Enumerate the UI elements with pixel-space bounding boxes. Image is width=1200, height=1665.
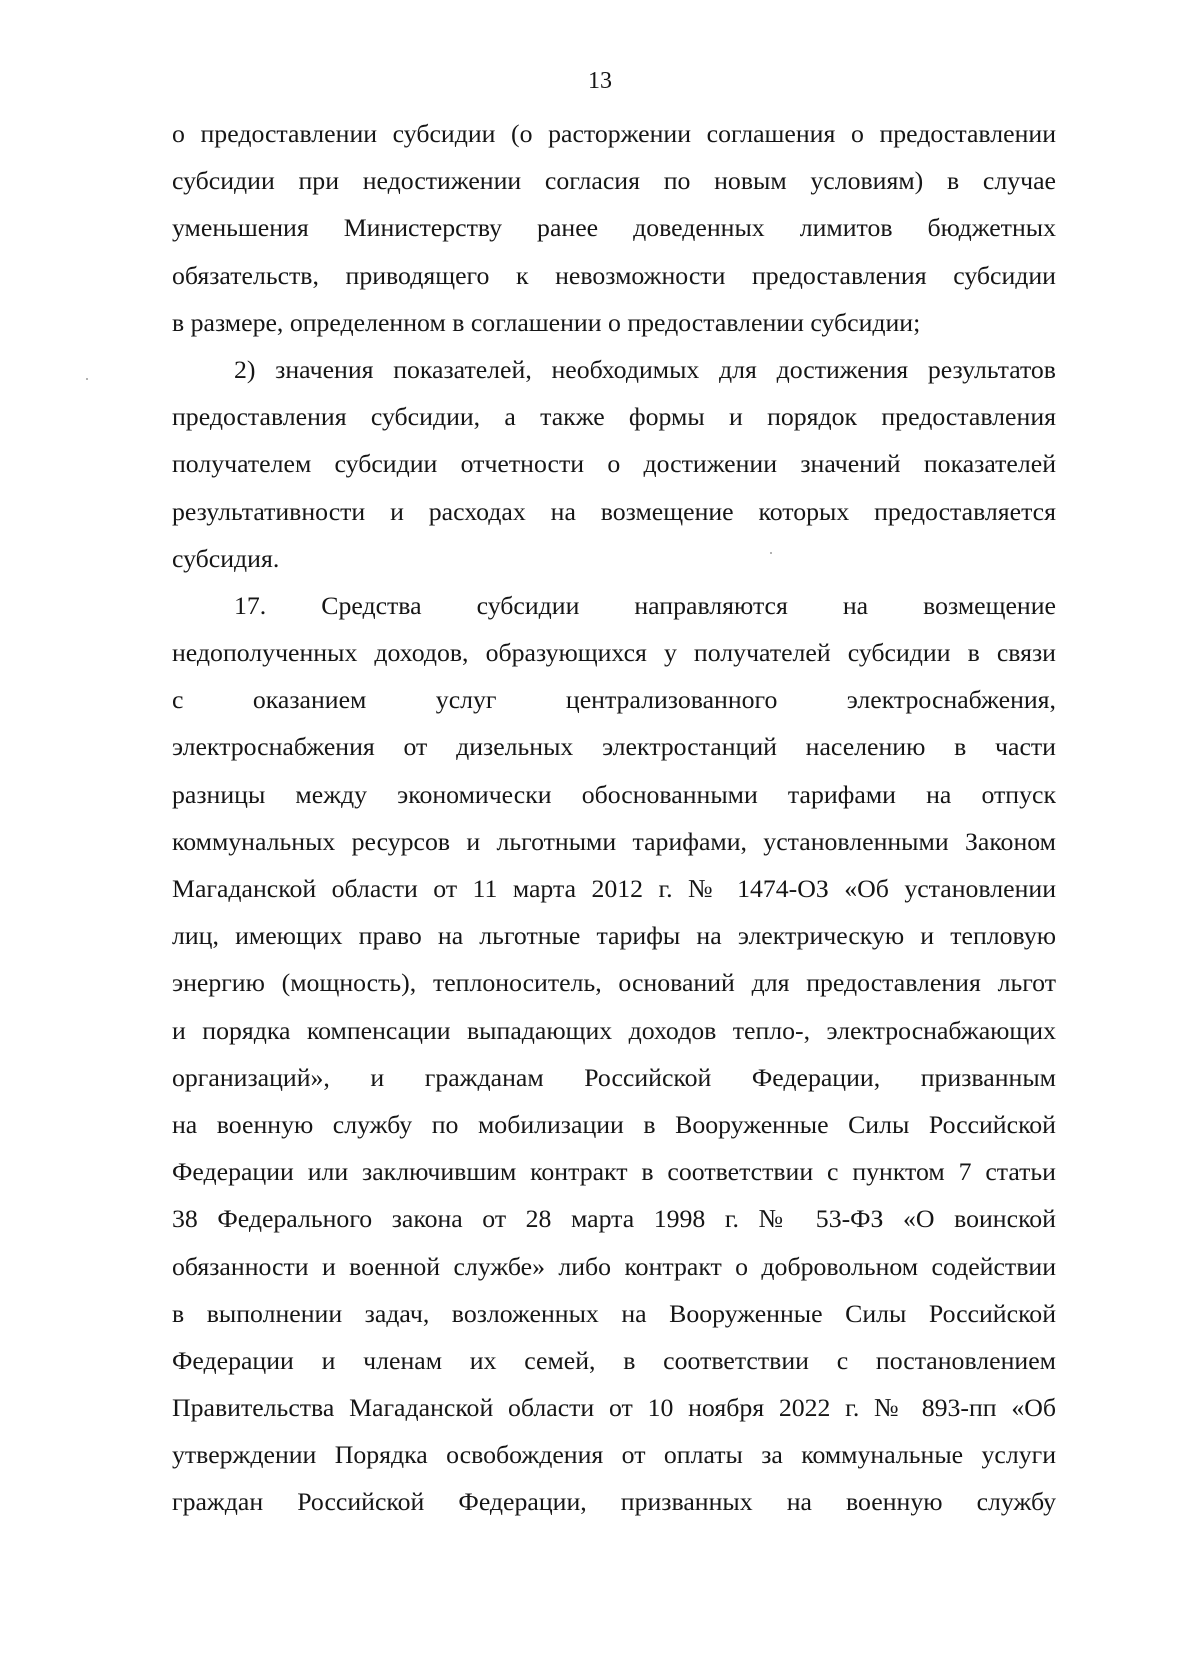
text-line: Правительства Магаданской области от 10 ноября 2022 г. № 893-пп «Об xyxy=(172,1393,1056,1423)
text-line: субсидии при недостижении согласия по новым условиям) в случае xyxy=(172,166,1056,196)
text-line: обязанности и военной службе» либо контракт о добровольном содействии xyxy=(172,1251,1056,1281)
text-line: утверждении Порядка освобождения от оплаты за коммунальные услуги xyxy=(172,1440,1056,1470)
text-line: субсидия. xyxy=(172,543,280,573)
text-line: 38 Федерального закона от 28 марта 1998 г. № 53-ФЗ «О воинской xyxy=(172,1204,1056,1234)
list-item-2-first-line: 2) значения показателей, необходимых для достижения результатов xyxy=(234,354,1056,384)
text-line: лиц, имеющих право на льготные тарифы на электрическую и тепловую xyxy=(172,921,1056,951)
text-line: результативности и расходах на возмещение которых предоставляется xyxy=(172,496,1056,526)
scan-speck xyxy=(770,552,772,554)
text-line: электроснабжения от дизельных электростанций населению в части xyxy=(172,732,1056,762)
text-line: Федерации или заключившим контракт в соответствии с пунктом 7 статьи xyxy=(172,1157,1056,1187)
page-number: 13 xyxy=(588,68,612,94)
text-line: Магаданской области от 11 марта 2012 г. № 1474-ОЗ «Об установлении xyxy=(172,874,1056,903)
text-line: Федерации и членам их семей, в соответствии с постановлением xyxy=(172,1345,1056,1375)
document-body-text xyxy=(172,110,1056,1526)
text-line: на военную службу по мобилизации в Вооруженные Силы Российской xyxy=(172,1109,1056,1139)
text-line: в выполнении задач, возложенных на Вооруженные Силы Российской xyxy=(172,1298,1056,1328)
text-line: получателем субсидии отчетности о достижении значений показателей xyxy=(172,449,1056,479)
scan-speck xyxy=(86,378,88,380)
text-line: организаций», и гражданам Российской Федерации, призванным xyxy=(172,1062,1056,1092)
text-line: предоставления субсидии, а также формы и порядок предоставления xyxy=(172,402,1056,432)
text-line: в размере, определенном в соглашении о предоставлении субсидии; xyxy=(172,307,921,337)
text-line: разницы между экономически обоснованными тарифами на отпуск xyxy=(172,779,1056,809)
text-line: коммунальных ресурсов и льготными тарифами, установленными Законом xyxy=(172,826,1056,856)
text-line: энергию (мощность), теплоноситель, оснований для предоставления льгот xyxy=(172,968,1056,998)
clause-17-first-line: 17. Средства субсидии направляются на возмещение xyxy=(234,590,1056,620)
text-line: недополученных доходов, образующихся у получателей субсидии в связи xyxy=(172,638,1056,668)
text-line: граждан Российской Федерации, призванных на военную службу xyxy=(172,1487,1056,1517)
text-line: и порядка компенсации выпадающих доходов тепло-, электроснабжающих xyxy=(172,1015,1056,1045)
text-line: обязательств, приводящего к невозможности предоставления субсидии xyxy=(172,260,1056,290)
text-line: уменьшения Министерству ранее доведенных лимитов бюджетных xyxy=(172,213,1056,243)
text-line: о предоставлении субсидии (о расторжении соглашения о предоставлении xyxy=(172,119,1056,148)
text-line: с оказанием услуг централизованного электроснабжения, xyxy=(172,685,1056,715)
